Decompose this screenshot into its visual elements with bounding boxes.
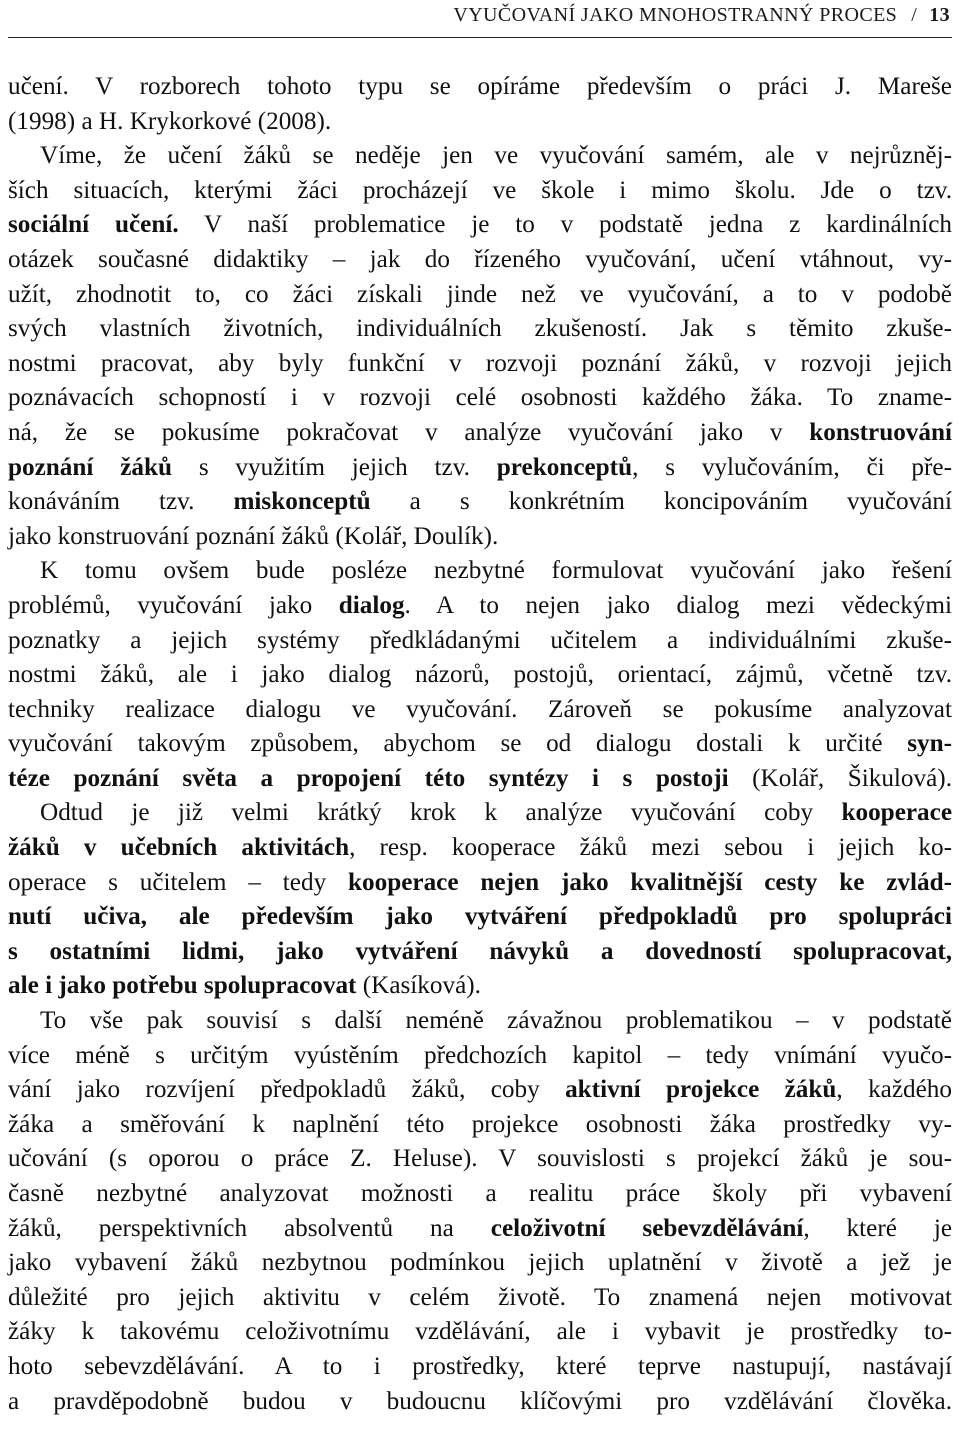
text-line: operace s učitelem – tedy kooperace nejen jako kvalitnější cesty ke zvlád- [8,868,953,896]
term-bold: ale i jako potřebu spolupracovat [8,972,357,1000]
term-bold: nutí učiva, ale především jako vytváření předpokladů pro spolupráci [8,903,952,931]
text-line: ších situacích, kterými žáci procházejí ve škole i mimo školu. Jde o tzv. [8,176,952,204]
text-line: otázek současné didaktiky – jak do řízeného vyučování, učení vtáhnout, vy- [8,245,952,273]
text-line [8,900,952,935]
term-bold: sociální učení. [8,211,179,239]
text-line: užít, zhodnotit to, co žáci získali jinde než ve vyučování, a to v podobě [8,280,952,308]
header-rule [8,37,952,38]
text-line: svých vlastních životních, individuálních zkušeností. Jak s těmito zkuše- [8,315,952,343]
header-separator: / [911,4,918,26]
text-line: poznatky a jejich systémy předkládanými učitelem a individuálními zkuše- [8,626,952,654]
running-header [453,4,950,30]
text-line: Odtud je již velmi krátký krok k analýze vyučování coby kooperace [40,799,952,827]
text-line: sociální učení. V naší problematice je to v podstatě jedna z kardinálních [8,211,952,239]
text-line: problémů, vyučování jako dialog. A to nejen jako dialog mezi vědeckými [8,591,952,619]
text-line: žáků v učebních aktivitách, resp. kooperace žáků mezi sebou i jejich ko- [8,834,952,862]
term-bold: téze poznání světa a propojení této syntézy i s postoji [8,764,729,792]
term-bold: aktivní projekce žáků [565,1076,837,1104]
text-line: ná, že se pokusíme pokračovat v analýze vyučování jako v konstruování [8,418,952,446]
text-line: vyučování takovým způsobem, abychom se od dialogu dostali k určité syn- [8,730,952,758]
text-line: učování (s oporou o práce Z. Heluse). V souvislosti s projekcí žáků je sou- [8,1145,952,1173]
text-line: hoto sebevzdělávání. A to i prostředky, které teprve nastupují, nastávají [8,1352,952,1380]
header-title: VYUČOVANÍ JAKO MNOHOSTRANNÝ PROCES [453,4,898,26]
page-number: 13 [929,4,950,26]
text-line: poznání žáků s využitím jejich tzv. prekonceptů, s vylučováním, či pře- [8,453,952,481]
term-bold: s ostatními lidmi, jako vytváření návyků a dovedností spolupracovat, [8,937,952,965]
text-line: časně nezbytné analyzovat možnosti a realitu práce školy při vybavení [8,1180,952,1207]
term-bold: celoživotní sebevzdělávání [490,1214,804,1242]
text-line: konáváním tzv. miskonceptů a s konkrétním koncipováním vyučování [8,488,952,516]
term-bold: žáků v učebních aktivitách [8,834,350,862]
text-line: K tomu ovšem bude posléze nezbytné formulovat vyučování jako řešení [40,557,952,585]
text-line: (1998) a H. Krykorkové (2008). [8,107,332,135]
text-line: důležité pro jejich aktivitu v celém životě. To znamená nejen motivovat [8,1283,952,1311]
text-line: jako konstruování poznání žáků (Kolář, Doulík). [8,522,499,550]
term-bold: dialog [338,591,405,619]
text-line: vání jako rozvíjení předpokladů žáků, coby aktivní projekce žáků, každého [8,1076,952,1104]
text-line: techniky realizace dialogu ve vyučování. Zároveň se pokusíme analyzovat [8,695,952,723]
term-bold: kooperace [841,799,952,827]
term-bold: prekonceptů [496,453,633,481]
text-line: Víme, že učení žáků se neděje jen ve vyučování samém, ale v nejrůzněj- [40,142,952,170]
term-bold: syn- [907,730,952,758]
text-line: více méně s určitým vyústěním předchozích kapitol – tedy vnímání vyučo- [8,1041,952,1069]
text-line: a pravděpodobně budou v budoucnu klíčovými pro vzdělávání člověka. [8,1387,952,1415]
text-line: jako vybavení žáků nezbytnou podmínkou jejich uplatnění v životě a jež je [8,1249,952,1277]
term-bold: konstruování [809,418,952,446]
text-line: učení. V rozborech tohoto typu se opíráme především o práci J. Mareše [8,73,952,100]
text-line: ale i jako potřebu spolupracovat (Kasíková). [8,972,481,1000]
text-line: žáky k takovému celoživotnímu vzdělávání, ale i vybavit je prostředky to- [8,1318,952,1346]
text-line: To vše pak souvisí s další neméně závažnou problematikou – v podstatě [40,1007,952,1035]
text-line: žáka a směřování k naplnění této projekce osobnosti žáka prostředky vy- [8,1110,952,1138]
text-line: žáků, perspektivních absolventů na celoživotní sebevzdělávání, které je [8,1214,953,1242]
text-line: nostmi pracovat, aby byly funkční v rozvoji poznání žáků, v rozvoji jejich [8,349,952,377]
term-bold: poznání žáků [8,453,172,481]
term-bold: miskonceptů [233,488,371,516]
body-text [8,70,952,1419]
term-bold: kooperace nejen jako kvalitnější cesty ke zvlád- [348,868,953,896]
text-line: poznávacích schopností i v rozvoji celé osobnosti každého žáka. To zname- [8,384,952,412]
text-line: téze poznání světa a propojení této syntézy i s postoji (Kolář, Šikulová). [8,764,952,792]
text-line [8,935,952,970]
text-line: nostmi žáků, ale i jako dialog názorů, postojů, orientací, zájmů, včetně tzv. [8,661,952,689]
